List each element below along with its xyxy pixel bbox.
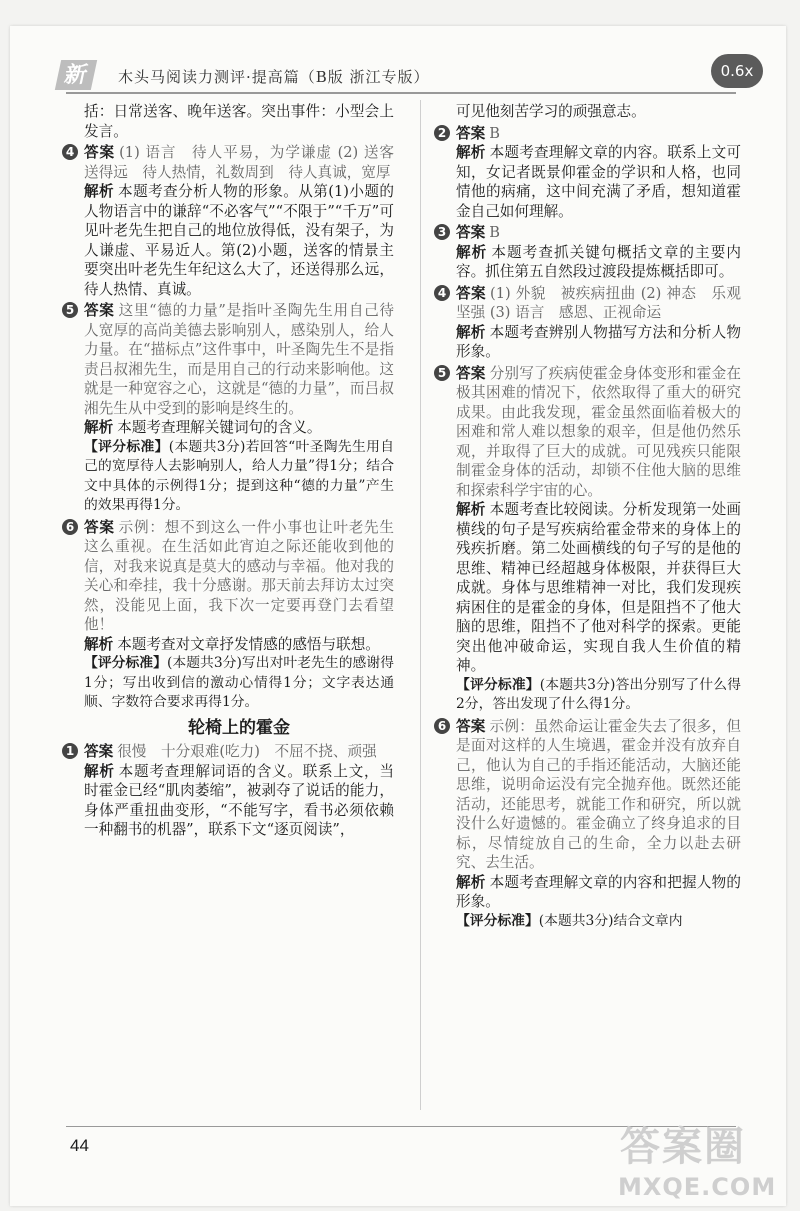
scoring-text: (本题共3分)若回答“叶圣陶先生用自己的宽厚待人去影响别人，给人力量”得1分；结合文中具体的示例得1分；提到这种“德的力量”产生的效果再得1分。 bbox=[84, 438, 394, 513]
analysis-label: 解析 bbox=[84, 762, 115, 780]
answer-label: 答案 bbox=[84, 518, 115, 536]
answer-label: 答案 bbox=[84, 144, 116, 161]
question-number: 6 bbox=[434, 718, 450, 734]
continued-text: 括：日常送客、晚年送客。突出事件：小型会上发言。 bbox=[84, 103, 394, 140]
question-6 bbox=[65, 518, 394, 713]
analysis-text: 本题考查理解文章的内容。联系上文可知，女记者既景仰霍金的学识和人格，也同情他的病痛，这中间充满了矛盾，想知道霍金自己如何理解。 bbox=[456, 144, 741, 220]
answer-text: 很慢 十分艰难(吃力) 不屈不挠、顽强 bbox=[117, 743, 377, 760]
analysis-text: 本题考查分析人物的形象。从第(1)小题的人物语言中的谦辞“不必客气”“不限于”“千万”可见叶老先生把自己的地位放得低，没有架子，为人谦虚、平易近人。第(2)小题，送客的情景主要突出叶老先生年纪这么大了，还送得那么远，待人热情、真诚。 bbox=[84, 183, 394, 298]
page-number: 44 bbox=[70, 1136, 89, 1155]
analysis-label: 解析 bbox=[84, 419, 114, 436]
site-watermark-logo bbox=[612, 1115, 792, 1205]
question-number: 3 bbox=[434, 224, 450, 240]
watermark-bottom-text: MXQE.COM bbox=[618, 1173, 777, 1201]
scoring-label: 【评分标准】 bbox=[456, 676, 540, 693]
header-mark: 新 bbox=[55, 60, 97, 90]
question-5 bbox=[437, 364, 742, 715]
scoring-label: 【评分标准】 bbox=[84, 655, 167, 671]
question-number: 5 bbox=[434, 365, 450, 381]
continued-text: 可见他刻苦学习的顽强意志。 bbox=[456, 103, 646, 120]
question-2 bbox=[437, 124, 741, 222]
answer-label: 答案 bbox=[456, 364, 486, 382]
question-number: 5 bbox=[62, 302, 78, 318]
header-title: 木头马阅读力测评·提高篇（B版 浙江专版） bbox=[118, 68, 430, 86]
question-number: 4 bbox=[434, 285, 450, 301]
question-1 bbox=[65, 742, 394, 840]
answer-label: 答案 bbox=[456, 124, 486, 142]
analysis-label: 解析 bbox=[456, 501, 486, 518]
right-column bbox=[437, 102, 742, 931]
answer-text: 这里“德的力量”是指叶圣陶先生用自己待人宽厚的高尚美德去影响别人，感染别人，给人力量。在“描标点”这件事中，叶圣陶先生不是指责吕叔湘先生，而是用自己的行动来影响他。这就是一种宽容之心，这就是“德的力量”，而吕叔湘先生从中受到的影响是终生的。 bbox=[84, 302, 394, 417]
analysis-text: 本题考查比较阅读。分析发现第一处画横线的句子是写疾病给霍金带来的身体上的残疾折磨。第二处画横线的句子写的是他的思维、精神已经超越身体极限，并获得巨大成就。身体与思维精神一对比，我们发现疾病困住的是霍金的身体，但是阻挡不了他大脑的思维，阻挡不了他对科学的探索。更能突出他冲破命运，实现自我人生价值的精神。 bbox=[456, 501, 741, 674]
section-title: 轮椅上的霍金 bbox=[188, 717, 290, 738]
question-4 bbox=[65, 143, 409, 299]
question-6 bbox=[437, 717, 741, 932]
question-number: 2 bbox=[434, 125, 450, 141]
answer-text: 示例：想不到这么一件小事也让叶老先生这么重视。在生活如此宵迫之际还能收到他的信，对我来说真是莫大的感动与幸福。他对我的关心和牵挂，我十分感谢。那天前去拜访太过突然，没能见上面，我下次一定要再登门去看望他！ bbox=[84, 518, 394, 633]
header-rule bbox=[66, 92, 736, 94]
question-number: 1 bbox=[62, 743, 78, 759]
analysis-text: 本题考查理解词语的含义。联系上文，当时霍金已经“肌肉萎缩”，被剥夺了说话的能力，身体严重扭曲变形，“不能写字，看书必须依赖一种翻书的机器”，联系下文“逐页阅读”， bbox=[84, 762, 394, 838]
answer-label: 答案 bbox=[456, 284, 486, 302]
scoring-label: 【评分标准】 bbox=[456, 912, 539, 929]
analysis-label: 解析 bbox=[456, 323, 486, 341]
question-4 bbox=[437, 284, 741, 362]
question-number: 4 bbox=[62, 144, 78, 160]
analysis-label: 解析 bbox=[84, 183, 115, 200]
zoom-level-badge[interactable]: 0.6x bbox=[711, 54, 763, 88]
page-header bbox=[62, 62, 746, 90]
answer-text: (1) 外貌 被疾病扭曲 (2) 神态 乐观坚强 (3) 语言 感恩、正视命运 bbox=[456, 284, 741, 321]
scoring-text: (本题共3分)答出分别写了什么得2分，答出发现了什么得1分。 bbox=[456, 676, 742, 712]
answer-label: 答案 bbox=[84, 743, 114, 760]
answer-text: 示例：虽然命运让霍金失去了很多，但是面对这样的人生境遇，霍金并没有放弃自己，他认为自己的手指还能活动，大脑还能思维，说明命运没有完全抛弃他。既然还能活动，还能思考，就能工作和研究，所以就没什么好遗憾的。霍金确立了终身追求的目标，尽情绽放自己的生命，全力以赴去研究、去生活。 bbox=[456, 717, 741, 871]
analysis-text: 本题考查理解文章的内容和把握人物的形象。 bbox=[456, 873, 741, 910]
answer-label: 答案 bbox=[456, 717, 486, 735]
analysis-text: 本题考查辨别人物描写方法和分析人物形象。 bbox=[456, 323, 741, 360]
column-divider bbox=[420, 100, 421, 1110]
analysis-text: 本题考查理解关键词句的含义。 bbox=[117, 419, 322, 436]
left-column bbox=[65, 102, 409, 840]
answer-text: B bbox=[489, 124, 500, 142]
answer-text: 分别写了疾病使霍金身体变形和霍金在极其困难的情况下，依然取得了重大的研究成果。由此我发现，霍金虽然面临着极大的困难和常人难以想象的艰辛，但是他仍然乐观，并取得了巨大的成就。可见残疾只能限制霍金身体的活动，却锁不住他大脑的思维和探索科学宇宙的心。 bbox=[456, 364, 741, 499]
answer-label: 答案 bbox=[84, 302, 115, 319]
scoring-label: 【评分标准】 bbox=[84, 438, 169, 455]
answer-text: (1) 语言 待人平易，为学谦虚 (2) 送客 送得远 待人热情，礼数周到 待人真诚，宽厚 bbox=[84, 144, 409, 181]
watermark-top-text: 答案圈 bbox=[620, 1124, 746, 1170]
question-3 bbox=[437, 223, 741, 282]
analysis-label: 解析 bbox=[84, 635, 114, 653]
analysis-label: 解析 bbox=[456, 243, 488, 261]
analysis-label: 解析 bbox=[456, 873, 486, 891]
answer-label: 答案 bbox=[456, 224, 486, 241]
question-number: 6 bbox=[62, 519, 78, 535]
analysis-label: 解析 bbox=[456, 144, 486, 161]
scoring-text: (本题共3分)结合文章内 bbox=[538, 912, 683, 929]
analysis-text: 本题考查对文章抒发情感的感悟与联想。 bbox=[117, 635, 380, 653]
scoring-text: (本题共3分)写出对叶老先生的感谢得1分；写出收到信的激动心情得1分；文字表达通顺、字数符合要求再得1分。 bbox=[84, 655, 394, 710]
question-5 bbox=[65, 301, 394, 516]
answer-text: B bbox=[489, 224, 500, 241]
analysis-text: 本题考查抓关键句概括文章的主要内容。抓住第五自然段过渡段提炼概括即可。 bbox=[456, 243, 741, 280]
